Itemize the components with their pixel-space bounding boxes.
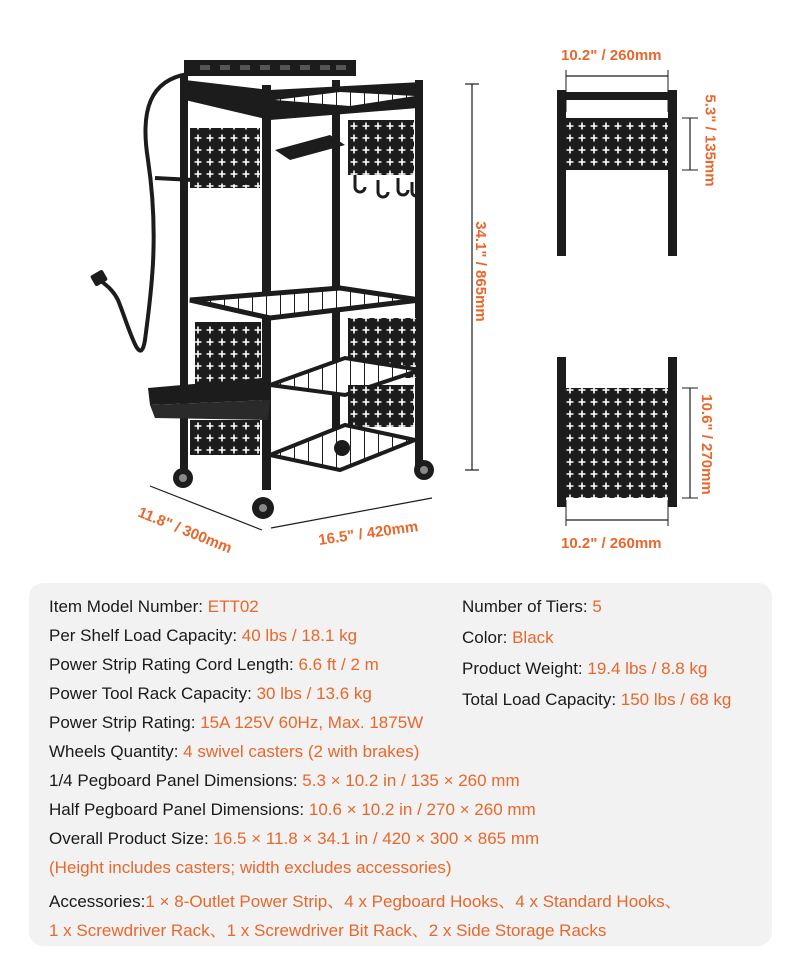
spec-label: Product Weight:: [462, 659, 588, 678]
spec-accessories-line2: 1 x Screwdriver Rack、1 x Screwdriver Bit Rack、2 x Side Storage Racks: [49, 921, 607, 940]
spec-label: Power Strip Rating:: [49, 713, 201, 732]
spec-value: 150 lbs / 68 kg: [620, 690, 732, 709]
spec-label: Half Pegboard Panel Dimensions:: [49, 800, 309, 819]
spec-value: 40 lbs / 18.1 kg: [241, 626, 358, 645]
top-panel-width-label: 10.2" / 260mm: [561, 47, 662, 64]
spec-quarter-panel: [49, 771, 520, 791]
spec-value: 1 × 8-Outlet Power Strip、4 x Pegboard Hooks、4 x Standard Hooks、: [145, 892, 682, 911]
spec-value: 6.6 ft / 2 m: [298, 655, 379, 674]
spec-value: 19.4 lbs / 8.8 kg: [587, 659, 708, 678]
depth-dimension-label: 11.8" / 300mm: [135, 503, 235, 558]
bottom-panel-height-label: 10.6" / 270mm: [697, 394, 715, 495]
spec-value: 30 lbs / 13.6 kg: [256, 684, 372, 703]
spec-color: [462, 628, 554, 648]
spec-value: 5.3 × 10.2 in / 135 × 260 mm: [302, 771, 520, 790]
spec-label: 1/4 Pegboard Panel Dimensions:: [49, 771, 303, 790]
spec-value: 10.6 × 10.2 in / 270 × 260 mm: [308, 800, 536, 819]
top-panel-height-label: 5.3" / 135mm: [701, 94, 719, 187]
spec-value: 16.5 × 11.8 × 34.1 in / 420 × 300 × 865 mm: [213, 829, 540, 848]
spec-shelf-load: [49, 626, 357, 646]
spec-weight: [462, 659, 707, 679]
spec-label: Number of Tiers:: [462, 597, 593, 616]
spec-overall-note: (Height includes casters; width excludes accessories): [49, 858, 452, 877]
bottom-panel-width-label: 10.2" / 260mm: [561, 535, 662, 552]
spec-value: 5: [592, 597, 602, 616]
spec-label: Per Shelf Load Capacity:: [49, 626, 242, 645]
spec-tiers: [462, 597, 602, 617]
half-panel-view: [557, 357, 698, 526]
width-dimension-label: 16.5" / 420mm: [317, 518, 420, 549]
spec-strip-rating: [49, 713, 423, 733]
spec-label: Color:: [462, 628, 513, 647]
spec-label: Power Tool Rack Capacity:: [49, 684, 257, 703]
spec-label: Accessories:: [49, 892, 146, 911]
quarter-panel-view: [557, 70, 698, 256]
spec-wheels: [49, 742, 419, 762]
specifications-panel: [29, 583, 772, 946]
spec-half-panel: [49, 800, 536, 820]
spec-model: [49, 597, 259, 617]
spec-label: Overall Product Size:: [49, 829, 214, 848]
spec-total-load: [462, 690, 731, 710]
spec-overall-size: [49, 829, 539, 849]
spec-accessories: [49, 887, 682, 912]
power-cord: [100, 74, 188, 351]
spec-label: Item Model Number:: [49, 597, 208, 616]
spec-label: Wheels Quantity:: [49, 742, 184, 761]
spec-label: Total Load Capacity:: [462, 690, 621, 709]
spec-label: Power Strip Rating Cord Length:: [49, 655, 299, 674]
spec-cord-length: [49, 655, 379, 675]
spec-value: 15A 125V 60Hz, Max. 1875W: [200, 713, 424, 732]
spec-tool-rack: [49, 684, 372, 704]
spec-value: Black: [512, 628, 554, 647]
spec-value: 4 swivel casters (2 with brakes): [183, 742, 420, 761]
height-dimension-label: 34.1" / 865mm: [471, 221, 489, 322]
spec-value: ETT02: [207, 597, 259, 616]
